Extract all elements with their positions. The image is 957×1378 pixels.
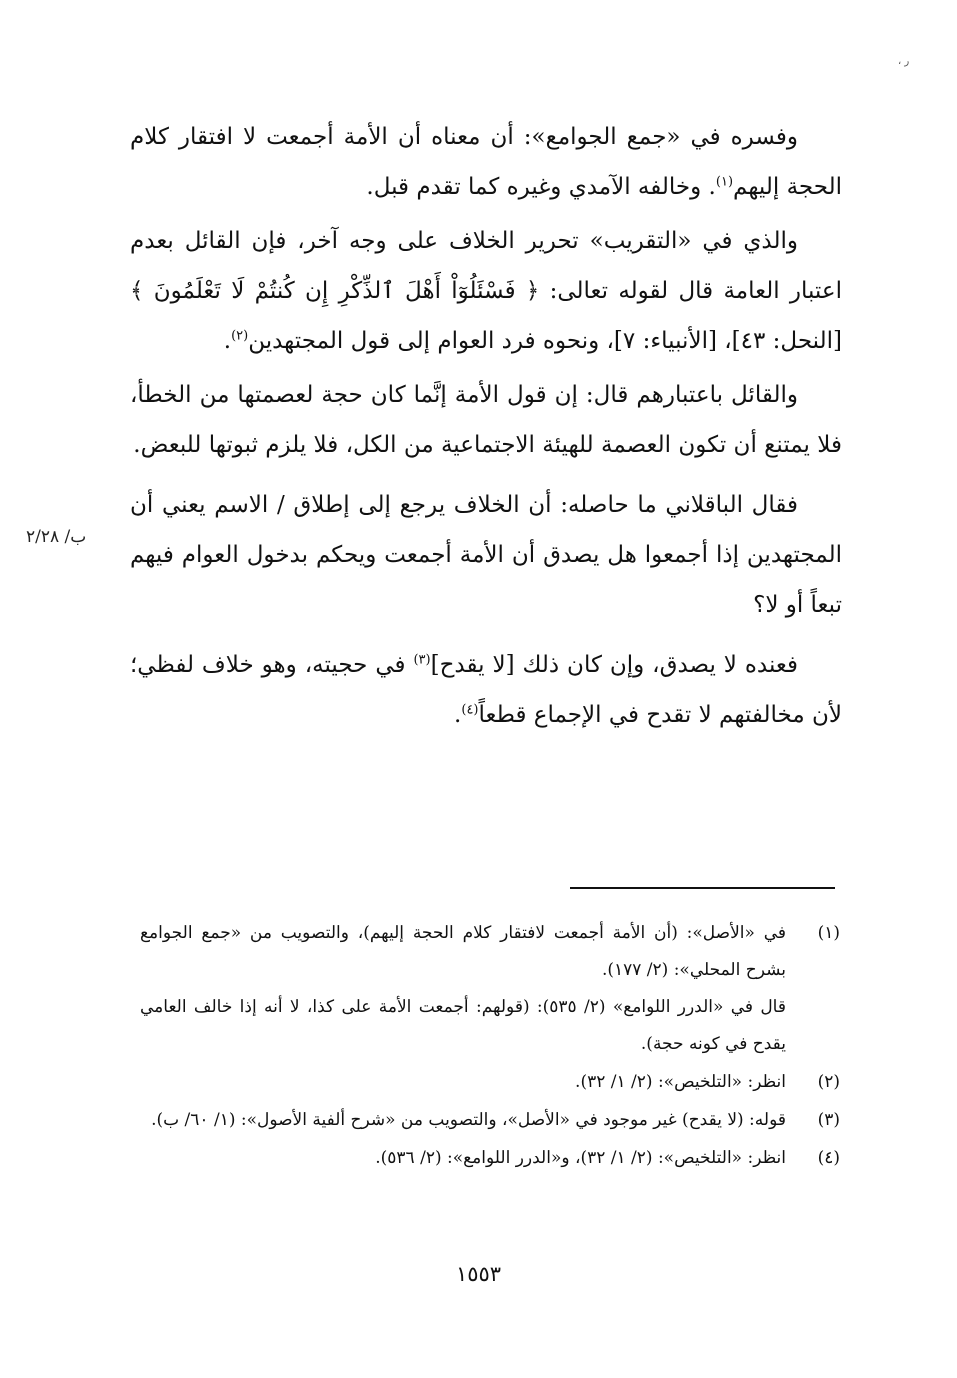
- manuscript-folio-ref: ب/ ٢/٢٨: [26, 527, 87, 547]
- footnote-line: قوله: (لا يقدح) غير موجود في «الأصل»، والتصويب من «شرح ألفية الأصول»: (١/ ٦٠/ ب).: [151, 1110, 786, 1130]
- page-number: ١٥٥٣: [455, 1262, 502, 1286]
- footnotes: [140, 915, 840, 1178]
- footnote-line: قال في «الدرر اللوامع» (٢/ ٥٣٥): (قولهم: أجمعت الأمة على كذا، لا أنه إذا خالف العامي يقدح في كونه حجة).: [140, 997, 786, 1054]
- footnote-ref-1: (١): [715, 174, 734, 190]
- footnote-2: [140, 1064, 840, 1101]
- footnote-body: [140, 1102, 786, 1139]
- footnote-body: [140, 1140, 786, 1177]
- paragraph-1: [130, 112, 842, 212]
- paragraph-2-tail: .: [223, 328, 232, 354]
- footnote-ref-3: (٣): [413, 652, 431, 668]
- paragraph-3-text: والقائل باعتبارهم قال: إن قول الأمة إنَّما كان حجة لعصمتها من الخطأ، فلا يمتنع أن تكون العصمة للهيئة الاجتماعية من الكل، فلا يلزم ثبوتها للبعض.: [130, 382, 842, 458]
- main-text: [130, 112, 842, 740]
- paragraph-5-mid: في حجيته، وهو خلاف لفظي؛ لأن مخالفتهم لا تقدح في الإجماع قطعاً: [130, 652, 842, 728]
- footnote-number: (٣): [817, 1110, 840, 1130]
- paragraph-4: [130, 480, 842, 630]
- footnote-1: [140, 915, 840, 1063]
- corner-mark: ، ر: [898, 56, 910, 67]
- footnote-ref-4: (٤): [461, 702, 479, 718]
- footnote-number: (٢): [817, 1072, 840, 1092]
- footnote-ref-2: (٢): [231, 328, 249, 344]
- paragraph-4-text: فقال الباقلاني ما حاصله: أن الخلاف يرجع إلى إطلاق / الاسم يعني أن المجتهدين إذا أجمعوا هل يصدق أن الأمة أجمعت ويحكم بدخول العوام فيهم تبعاً أو لا؟: [130, 492, 842, 618]
- paragraph-3: [130, 370, 842, 470]
- footnote-line: في «الأصل»: (أن الأمة أجمعت لافتقار كلام الحجة إليهم)، والتصويب من «جمع الجوامع بشرح المحلي»: (٢/ ١٧٧).: [140, 923, 786, 980]
- paragraph-1-tail: . وخالفه الآمدي وغيره كما تقدم قبل.: [366, 174, 716, 200]
- footnote-number: (٤): [817, 1148, 840, 1168]
- paragraph-2-text: والذي في «التقريب» تحرير الخلاف على وجه آخر، فإن القائل بعدم اعتبار العامة قال لقوله تعالى: ﴿ فَسْئَلُوٓاْ أَهْلَ ٱلذِّكْرِ إِن كُنتُمْ لَا تَعْلَمُونَ ﴾ [النحل: ٤٣]، [الأنبياء: ٧]، ونحوه فرد العوام إلى قول المجتهدين: [130, 228, 842, 354]
- footnote-separator: [570, 887, 835, 889]
- footnote-line: انظر: «التلخيص»: (٢/ ١/ ٣٢)، و«الدرر اللوامع»: (٢/ ٥٣٦).: [375, 1148, 786, 1168]
- footnote-number: (١): [817, 923, 840, 943]
- footnote-body: [140, 1064, 786, 1101]
- paragraph-1-text: وفسره في «جمع الجوامع»: أن معناه أن الأمة أجمعت لا افتقار كلام الحجة إليهم: [130, 124, 842, 200]
- footnote-3: [140, 1102, 840, 1139]
- paragraph-5-tail: .: [454, 702, 462, 728]
- footnote-body: [140, 915, 786, 1063]
- paragraph-5: [130, 640, 842, 740]
- paragraph-2: [130, 216, 842, 366]
- paragraph-5-text: فعنده لا يصدق، وإن كان ذلك [لا يقدح]: [430, 652, 799, 678]
- footnote-4: [140, 1140, 840, 1177]
- footnote-line: انظر: «التلخيص»: (٢/ ١/ ٣٢).: [575, 1072, 786, 1092]
